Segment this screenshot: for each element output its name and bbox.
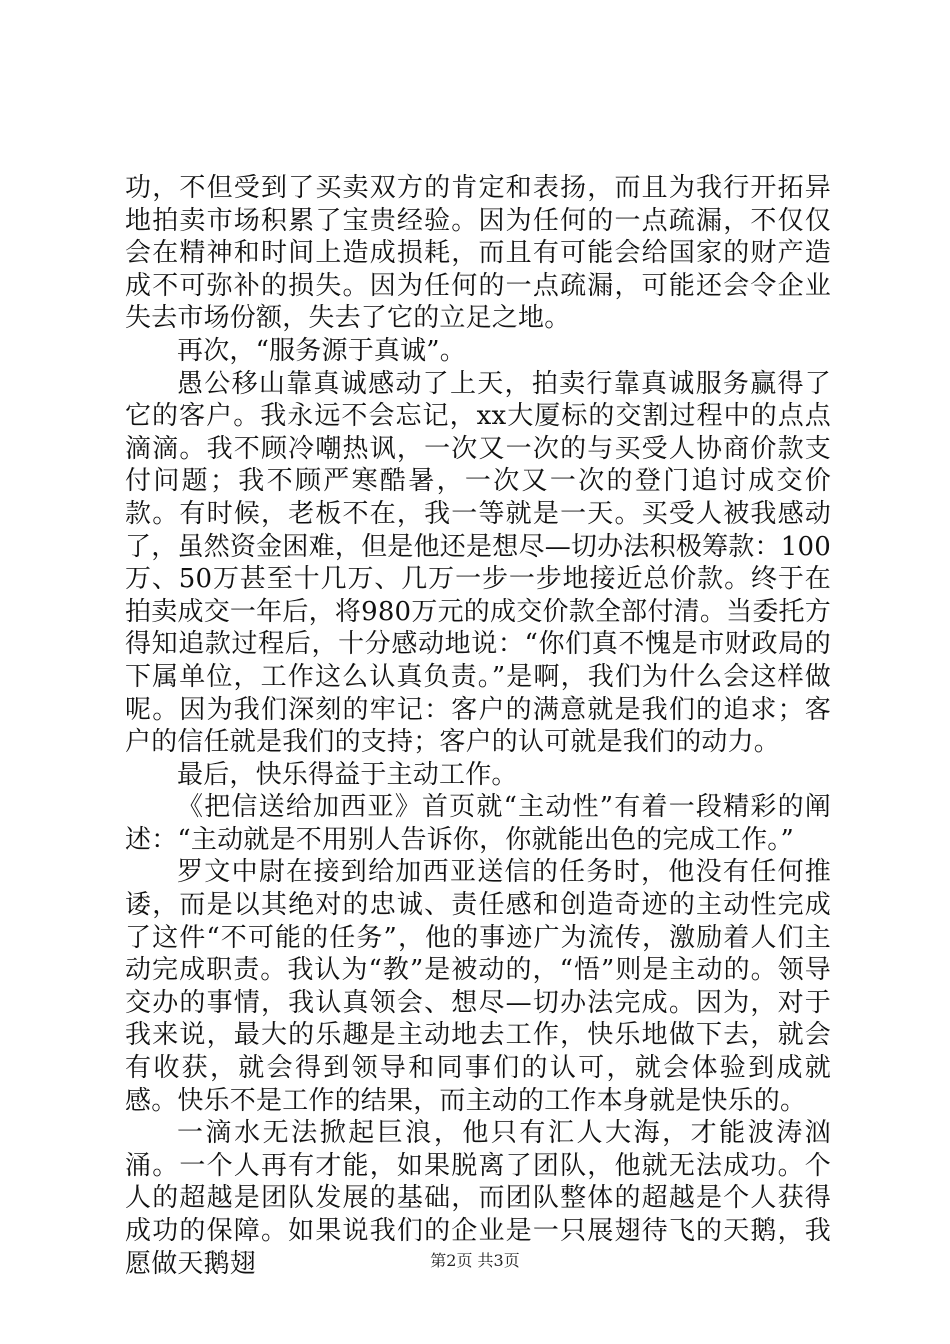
paragraph-7: 一滴水无法掀起巨浪，他只有汇人大海，才能波涛汹涌。一个人再有才能，如果脱离了团队，他就无法成功。个人的超越是团队发展的基础，而团队整体的超越是个人获得成功的保障。如果说我们的企业是一只展翅待飞的天鹅，我愿做天鹅翅 <box>125 1118 831 1279</box>
document-body <box>125 172 831 1280</box>
paragraph-4: 最后，快乐得益于主动工作。 <box>177 759 518 790</box>
page-number-label: 第2页 共3页 <box>430 1251 520 1270</box>
paragraph-6: 罗文中尉在接到给加西亚送信的任务时，他没有任何推诿，而是以其绝对的忠诚、责任感和创造奇迹的主动性完成了这件“不可能的任务”，他的事迹广为流传，激励着人们主动完成职责。我认为“教”是被动的，“悟”则是主动的。领导交办的事情，我认真领会、想尽—切办法完成。因为，对于我来说，最大的乐趣是主动地去工作，快乐地做下去，就会有收获，就会得到领导和同事们的认可，就会体验到成就感。快乐不是工作的结果，而主动的工作本身就是快乐的。 <box>125 857 831 1116</box>
paragraph-2: 再次，“服务源于真诚”。 <box>177 335 466 366</box>
paragraph-3: 愚公移山靠真诚感动了上天，拍卖行靠真诚服务赢得了它的客户。我永远不会忘记，xx大厦标的交割过程中的点点滴滴。我不顾冷嘲热讽，一次又一次的与买受人协商价款支付问题；我不顾严寒酷暑，一次又一次的登门追讨成交价款。有时候，老板不在，我一等就是一天。买受人被我感动了，虽然资金困难，但是他还是想尽—切办法积极筹款：100万、50万甚至十几万、几万一步一步地接近总价款。终于在拍卖成交一年后，将980万元的成交价款全部付清。当委托方得知追款过程后，十分感动地说：“你们真不愧是市财政局的下属单位，工作这么认真负责。”是啊，我们为什么会这样做呢。因为我们深刻的牢记：客户的满意就是我们的追求；客户的信任就是我们的支持；客户的认可就是我们的动力。 <box>125 368 831 758</box>
paragraph-5: 《把信送给加西亚》首页就“主动性”有着一段精彩的阐述：“主动就是不用别人告诉你，你就能出色的完成工作。” <box>125 792 831 855</box>
page-number-footer <box>0 1248 950 1271</box>
paragraph-1: 功，不但受到了买卖双方的肯定和表扬，而且为我行开拓异地拍卖市场积累了宝贵经验。因为任何的一点疏漏，不仅仅会在精神和时间上造成损耗，而且有可能会给国家的财产造成不可弥补的损失。因为任何的一点疏漏，可能还会令企业失去市场份额，失去了它的立足之地。 <box>125 173 831 334</box>
